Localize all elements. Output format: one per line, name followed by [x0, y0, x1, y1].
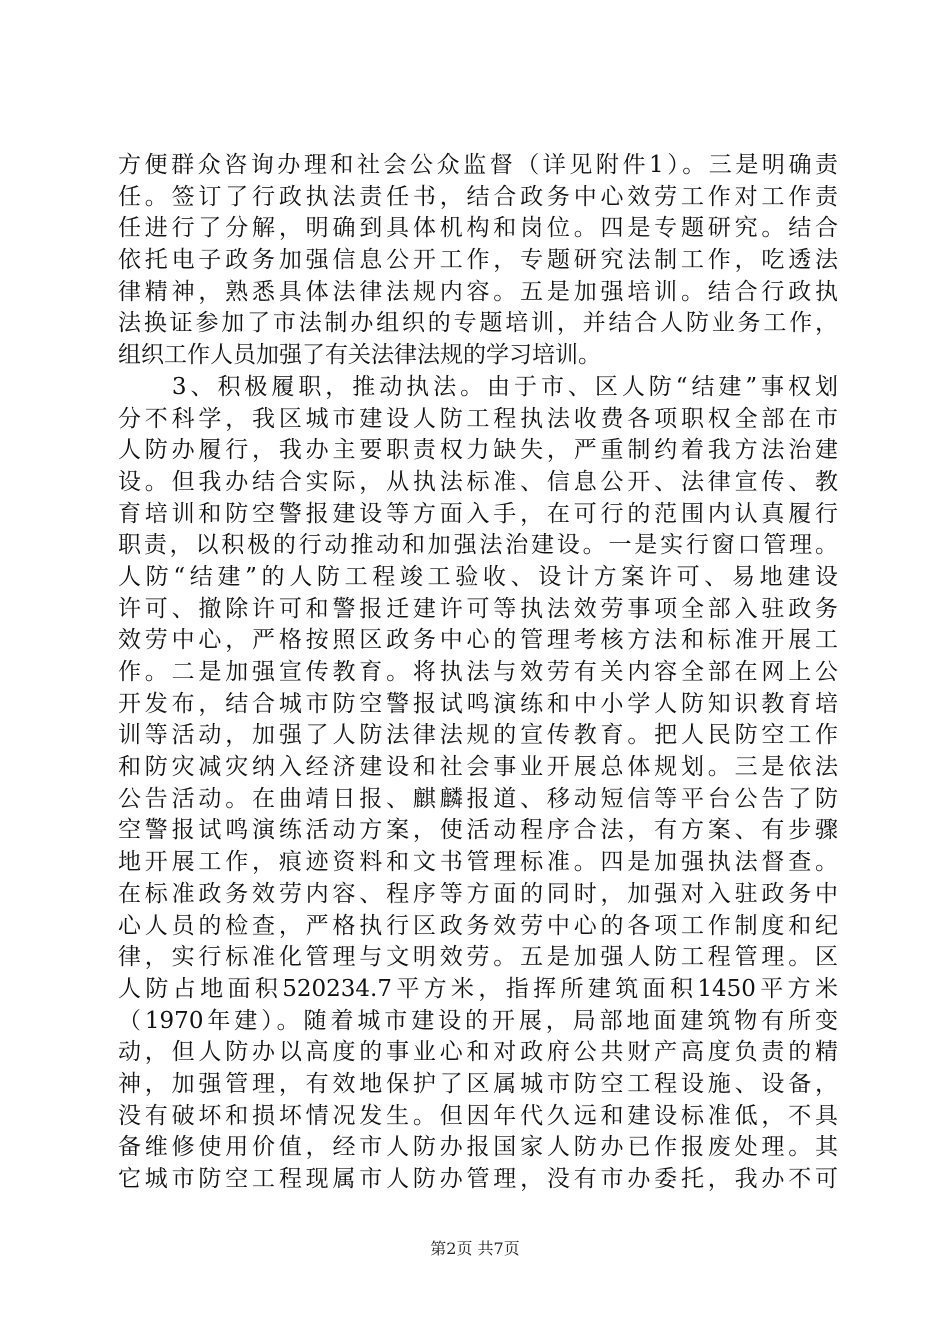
text-line: 分不科学，我区城市建设人防工程执法收费各项职权全部在市 — [118, 405, 838, 432]
text-line: 方便群众咨询办理和社会公众监督（详见附件1）。三是明确责 — [118, 152, 838, 178]
text-line: 人防占地面积520234.7平方米，指挥所建筑面积1450平方米 — [118, 975, 838, 1002]
text-line: 依托电子政务加强信息公开工作，专题研究法制工作，吃透法 — [118, 247, 838, 274]
text-line: 许可、撤除许可和警报迁建许可等执法效劳事项全部入驻政务 — [118, 595, 838, 622]
text-line: 律，实行标准化管理与文明效劳。五是加强人防工程管理。区 — [118, 944, 838, 971]
text-line: 神，加强管理，有效地保护了区属城市防空工程设施、设备， — [118, 1070, 838, 1097]
text-line: 法换证参加了市法制办组织的专题培训，并结合人防业务工作， — [118, 310, 838, 337]
text-line: 设。但我办结合实际，从执法标准、信息公开、法律宣传、教 — [118, 468, 838, 495]
text-line: 地开展工作，痕迹资料和文书管理标准。四是加强执法督查。 — [118, 849, 838, 876]
text-line: 备维修使用价值，经市人防办报国家人防办已作报废处理。其 — [118, 1134, 838, 1161]
text-line: 人防办履行，我办主要职责权力缺失，严重制约着我方法治建 — [118, 437, 838, 464]
text-line: 人防“结建”的人防工程竣工验收、设计方案许可、易地建设 — [118, 563, 838, 590]
body-text — [118, 150, 838, 1196]
text-line: 公告活动。在曲靖日报、麒麟报道、移动短信等平台公告了防 — [118, 785, 838, 812]
text-line: 空警报试鸣演练活动方案，使活动程序合法，有方案、有步骤 — [118, 817, 838, 844]
text-line: 育培训和防空警报建设等方面入手，在可行的范围内认真履行 — [118, 500, 838, 527]
text-line: 效劳中心，严格按照区政务中心的管理考核方法和标准开展工 — [118, 627, 838, 654]
text-line: 作。二是加强宣传教育。将执法与效劳有关内容全部在网上公 — [118, 659, 838, 685]
text-line: （1970年建）。随着城市建设的开展，局部地面建筑物有所变 — [118, 1007, 838, 1034]
text-line: 3、积极履职，推动执法。由于市、区人防“结建”事权划 — [118, 373, 838, 400]
text-line: 没有破坏和损坏情况发生。但因年代久远和建设标准低，不具 — [118, 1102, 838, 1129]
text-line: 律精神，熟悉具体法律法规内容。五是加强培训。结合行政执 — [118, 278, 838, 305]
text-line: 动，但人防办以高度的事业心和对政府公共财产高度负责的精 — [118, 1039, 838, 1066]
text-line: 组织工作人员加强了有关法律法规的学习培训。 — [118, 342, 601, 369]
text-line: 开发布，结合城市防空警报试鸣演练和中小学人防知识教育培 — [118, 690, 838, 717]
text-line: 和防灾减灾纳入经济建设和社会事业开展总体规划。三是依法 — [118, 754, 838, 781]
text-line: 在标准政务效劳内容、程序等方面的同时，加强对入驻政务中 — [118, 880, 838, 907]
text-line: 训等活动，加强了人防法律法规的宣传教育。把人民防空工作 — [118, 722, 838, 749]
page-footer: 第2页 共7页 — [430, 1239, 520, 1258]
text-line: 心人员的检查，严格执行区政务效劳中心的各项工作制度和纪 — [118, 912, 838, 939]
text-line: 任。签订了行政执法责任书，结合政务中心效劳工作对工作责 — [118, 183, 838, 210]
text-line: 职责，以积极的行动推动和加强法治建设。一是实行窗口管理。 — [118, 532, 838, 559]
text-line: 它城市防空工程现属市人防办管理，没有市办委托，我办不可 — [118, 1166, 838, 1192]
text-line: 任进行了分解，明确到具体机构和岗位。四是专题研究。结合 — [118, 215, 838, 242]
